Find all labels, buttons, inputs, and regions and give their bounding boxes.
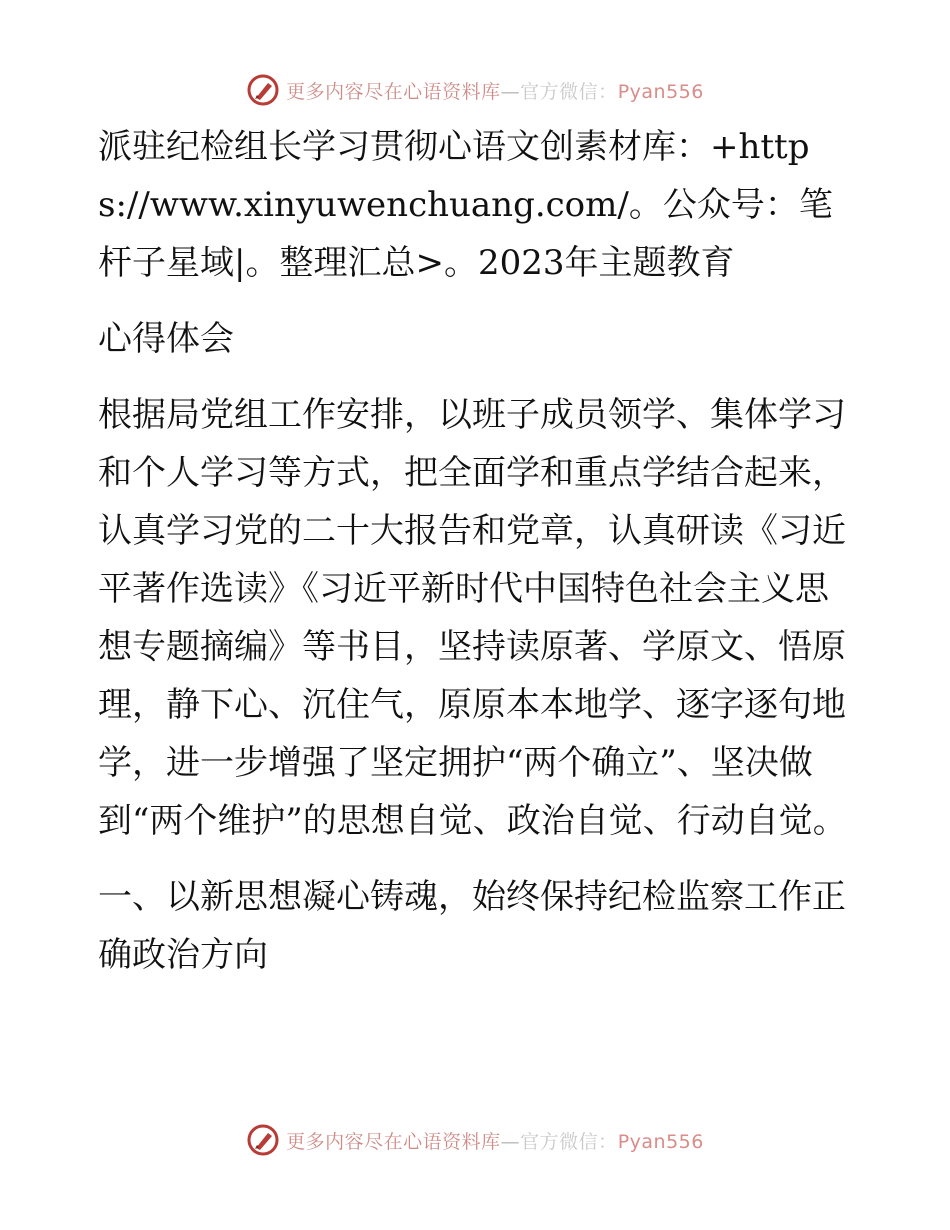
wechat-id: Pyan556 <box>617 1130 704 1153</box>
brand-name: 更多内容尽在心语资料库 <box>286 1130 501 1153</box>
pen-circle-icon <box>246 1123 280 1157</box>
pen-circle-icon <box>246 73 280 107</box>
paragraph-section-heading: 一、以新思想凝心铸魂，始终保持纪检监察工作正确政治方向 <box>98 877 846 975</box>
banner-text <box>286 1127 704 1154</box>
header-watermark-banner <box>0 70 950 110</box>
banner-text <box>286 77 704 104</box>
banner-separator: — <box>500 80 521 103</box>
footer-watermark-banner <box>0 1120 950 1160</box>
paragraph-body: 根据局党组工作安排，以班子成员领学、集体学习和个人学习等方式，把全面学和重点学结合起来，认真学习党的二十大报告和党章，认真研读《习近平著作选读》《习近平新时代中国特色社会主义思想专题摘编》等书目，坚持读原著、学原文、悟原理，静下心、沉住气，原原本本地学、逐字逐句地学，进一步增强了坚定拥护“两个确立”、坚决做到“两个维护”的思想自觉、政治自觉、行动自觉。 <box>98 395 847 841</box>
wechat-id: Pyan556 <box>617 80 704 103</box>
banner-separator: — <box>500 1130 521 1153</box>
paragraph-subtitle: 心得体会 <box>98 319 234 359</box>
document-body <box>98 118 858 1002</box>
wechat-label: 官方微信： <box>520 1130 618 1153</box>
wechat-label: 官方微信： <box>520 80 618 103</box>
brand-name: 更多内容尽在心语资料库 <box>286 80 501 103</box>
paragraph-title: 派驻纪检组长学习贯彻心语文创素材库：+https://www.xinyuwenchuang.com/。公众号：笔杆子星域|。整理汇总>。2023年主题教育 <box>98 127 833 283</box>
